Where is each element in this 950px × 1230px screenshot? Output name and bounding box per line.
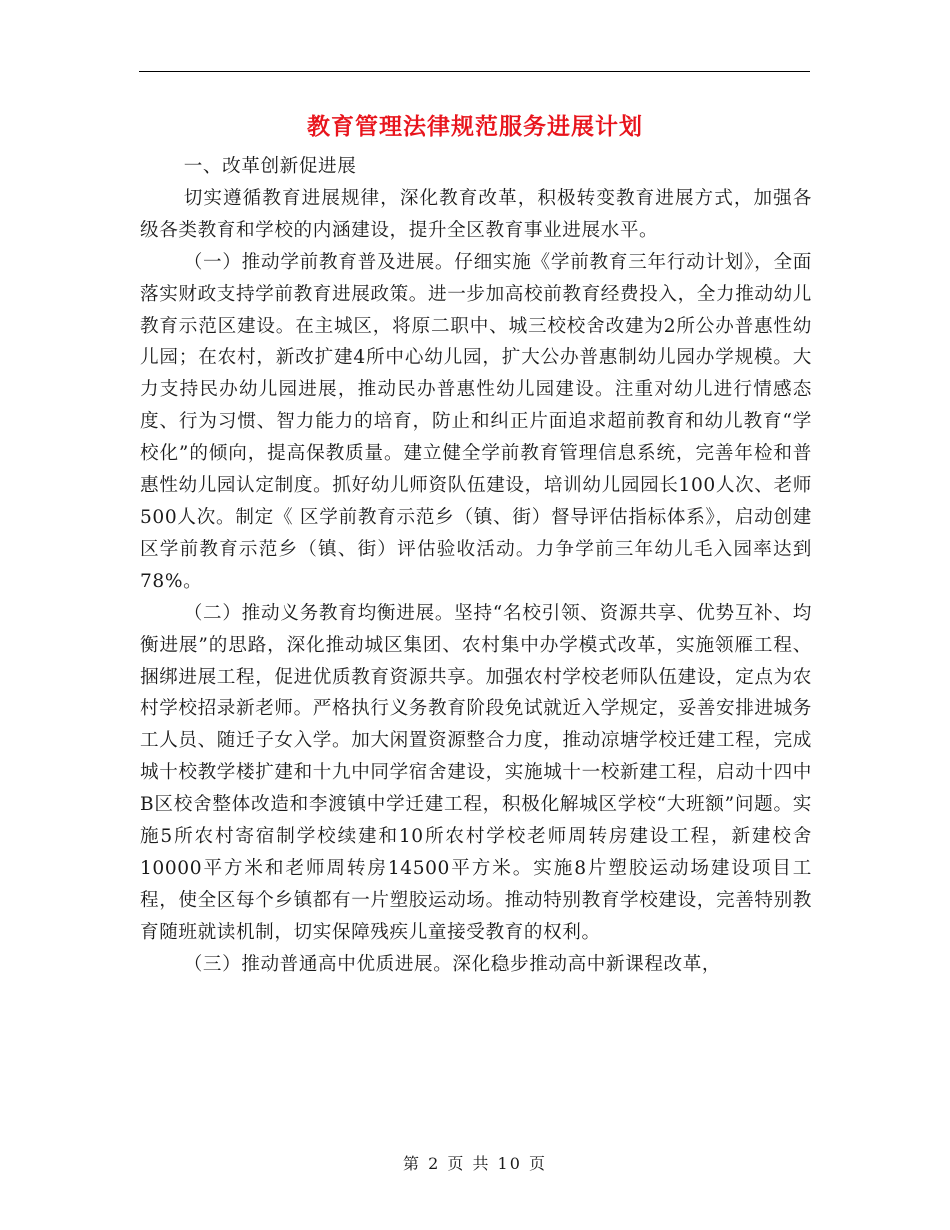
paragraph-preschool: （一）推动学前教育普及进展。仔细实施《学前教育三年行动计划》，全面落实财政支持学前教育进展政策。进一步加高校前教育经费投入，全力推动幼儿教育示范区建设。在主城区，将原二职中、城三校校舍改建为2所公办普惠性幼儿园；在农村，新改扩建4所中心幼儿园，扩大公办普惠制幼儿园办学规模。大力支持民办幼儿园进展，推动民办普惠性幼儿园建设。注重对幼儿进行情感态度、行为习惯、智力能力的培育，防止和纠正片面追求超前教育和幼儿教育“学校化”的倾向，提高保教质量。建立健全学前教育管理信息系统，完善年检和普惠性幼儿园认定制度。抓好幼儿师资队伍建设，培训幼儿园园长100人次、老师500人次。制定《 区学前教育示范乡（镇、街）督导评估指标体系》，启动创建 区学前教育示范乡（镇、街）评估验收活动。力争学前三年幼儿毛入园率达到78%。	[140, 251, 812, 592]
header-rule	[139, 71, 810, 72]
document-title: 教育管理法律规范服务进展计划	[307, 113, 643, 140]
paragraph-intro: 切实遵循教育进展规律，深化教育改革，积极转变教育进展方式，加强各级各类教育和学校的内涵建设，提升全区教育事业进展水平。	[140, 187, 812, 241]
document-body	[140, 151, 812, 981]
paragraph-highschool: （三）推动普通高中优质进展。深化稳步推动高中新课程改革，	[183, 953, 722, 975]
paragraph-compulsory: （二）推动义务教育均衡进展。坚持“名校引领、资源共享、优势互补、均衡进展”的思路，深化推动城区集团、农村集中办学模式改革，实施领雁工程、捆绑进展工程，促进优质教育资源共享。加强农村学校老师队伍建设，定点为农村学校招录新老师。严格执行义务教育阶段免试就近入学规定，妥善安排进城务工人员、随迁子女入学。加大闲置资源整合力度，推动凉塘学校迁建工程，完成城十校教学楼扩建和十九中同学宿舍建设，实施城十一校新建工程，启动十四中B区校舍整体改造和李渡镇中学迁建工程，积极化解城区学校“大班额”问题。实施5所农村寄宿制学校续建和10所农村学校老师周转房建设工程，新建校舍10000平方米和老师周转房14500平方米。实施8片塑胶运动场建设项目工程，使全区每个乡镇都有一片塑胶运动场。推动特别教育学校建设，完善特别教育随班就读机制，切实保障残疾儿童接受教育的权利。	[140, 602, 812, 943]
page-footer: 第 2 页 共 10 页	[403, 1154, 547, 1173]
section-heading: 一、改革创新促进展	[183, 156, 357, 177]
